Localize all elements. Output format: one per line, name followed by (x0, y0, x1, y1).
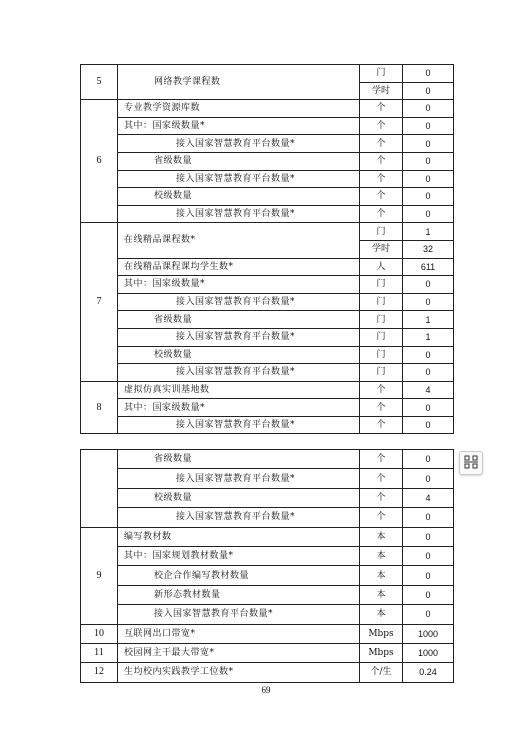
table-row (81, 469, 454, 488)
value-cell: 1 (403, 328, 454, 346)
indicator-name: 校级数量 (118, 488, 360, 507)
value-cell: 0 (403, 135, 454, 153)
unit-cell: 个/生 (360, 663, 403, 682)
value-cell: 0 (403, 100, 454, 118)
value-cell: 0 (403, 152, 454, 170)
indicator-name: 接入国家智慧教育平台数量* (118, 416, 360, 434)
value-cell: 0 (403, 450, 454, 469)
value-cell: 0 (403, 508, 454, 527)
indicator-name: 接入国家智慧教育平台数量* (118, 469, 360, 488)
unit-cell: 本 (360, 546, 403, 565)
value-cell: 0 (403, 585, 454, 604)
value-cell: 0 (403, 117, 454, 135)
table-row (81, 170, 454, 188)
row-number: 11 (81, 643, 118, 662)
unit-cell: 个 (360, 152, 403, 170)
table-row (81, 399, 454, 417)
table-row (81, 311, 454, 329)
unit-cell: 门 (360, 311, 403, 329)
table-row (81, 188, 454, 206)
unit-cell: 本 (360, 527, 403, 546)
indicator-name: 接入国家智慧教育平台数量* (118, 605, 360, 624)
unit-cell: 门 (360, 276, 403, 294)
value-cell: 0 (403, 546, 454, 565)
value-cell: 0 (403, 276, 454, 294)
data-table-bottom (80, 449, 453, 683)
unit-cell: 个 (360, 469, 403, 488)
value-cell: 0 (403, 346, 454, 364)
value-cell: 0 (403, 399, 454, 417)
value-cell: 1000 (403, 643, 454, 662)
indicator-name: 省级数量 (118, 152, 360, 170)
indicator-name: 生均校内实践教学工位数* (118, 663, 360, 682)
table-row (81, 276, 454, 294)
value-cell: 0 (403, 566, 454, 585)
qr-scan-button[interactable] (459, 451, 483, 475)
value-cell: 0 (403, 170, 454, 188)
value-cell: 0 (403, 527, 454, 546)
unit-cell: 个 (360, 188, 403, 206)
value-cell: 4 (403, 488, 454, 507)
unit-cell: 个 (360, 416, 403, 434)
indicator-name: 省级数量 (118, 311, 360, 329)
unit-cell: 本 (360, 605, 403, 624)
indicator-name: 其中：国家级数量* (118, 276, 360, 294)
unit-cell: 个 (360, 381, 403, 399)
row-number: 12 (81, 663, 118, 682)
unit-cell: 门 (360, 223, 403, 241)
table-row (81, 605, 454, 624)
table-row (81, 585, 454, 604)
indicator-name: 编写教材数 (118, 527, 360, 546)
value-cell: 4 (403, 381, 454, 399)
row-number: 5 (81, 65, 118, 100)
indicator-name: 省级数量 (118, 450, 360, 469)
unit-cell: 门 (360, 293, 403, 311)
indicator-name: 校级数量 (118, 188, 360, 206)
value-cell: 32 (403, 240, 454, 258)
unit-cell: 个 (360, 450, 403, 469)
table-row (81, 205, 454, 223)
value-cell: 0 (403, 605, 454, 624)
indicator-name: 网络教学课程数 (118, 65, 360, 100)
row-number: 8 (81, 381, 118, 434)
table-row (81, 223, 454, 241)
value-cell: 611 (403, 258, 454, 276)
table-row (81, 643, 454, 662)
unit-cell: 个 (360, 205, 403, 223)
indicator-name: 在线精品课程数* (118, 223, 360, 258)
unit-cell: 个 (360, 399, 403, 417)
table-row (81, 381, 454, 399)
indicator-name: 接入国家智慧教育平台数量* (118, 364, 360, 382)
table-row (81, 508, 454, 527)
qr-scan-icon (464, 454, 478, 473)
unit-cell: 个 (360, 508, 403, 527)
unit-cell: Mbps (360, 643, 403, 662)
table-row (81, 328, 454, 346)
table-row (81, 624, 454, 643)
indicator-name: 接入国家智慧教育平台数量* (118, 205, 360, 223)
row-number: 10 (81, 624, 118, 643)
indicator-name: 校级数量 (118, 346, 360, 364)
table-row (81, 488, 454, 507)
row-number (81, 450, 118, 528)
value-cell: 0.24 (403, 663, 454, 682)
table-row (81, 566, 454, 585)
table-row (81, 346, 454, 364)
indicator-name: 新形态教材数量 (118, 585, 360, 604)
indicator-name: 接入国家智慧教育平台数量* (118, 135, 360, 153)
indicator-name: 其中：国家规划教材数量* (118, 546, 360, 565)
indicator-name: 接入国家智慧教育平台数量* (118, 328, 360, 346)
value-cell: 0 (403, 82, 454, 100)
row-number: 7 (81, 223, 118, 381)
row-number: 9 (81, 527, 118, 624)
row-number: 6 (81, 100, 118, 223)
value-cell: 0 (403, 293, 454, 311)
indicator-name: 校园网主干最大带宽* (118, 643, 360, 662)
value-cell: 0 (403, 469, 454, 488)
value-cell: 0 (403, 65, 454, 83)
table-row (81, 416, 454, 434)
data-table-top (80, 64, 453, 434)
table-row (81, 546, 454, 565)
table-row (81, 117, 454, 135)
table-row (81, 527, 454, 546)
unit-cell: 个 (360, 488, 403, 507)
unit-cell: 人 (360, 258, 403, 276)
value-cell: 0 (403, 364, 454, 382)
unit-cell: 学时 (360, 240, 403, 258)
table-row (81, 364, 454, 382)
table-row (81, 152, 454, 170)
table-row (81, 663, 454, 682)
unit-cell: 个 (360, 100, 403, 118)
value-cell: 1000 (403, 624, 454, 643)
unit-cell: Mbps (360, 624, 403, 643)
table-row (81, 258, 454, 276)
unit-cell: 个 (360, 170, 403, 188)
value-cell: 0 (403, 205, 454, 223)
table-row (81, 450, 454, 469)
value-cell: 0 (403, 188, 454, 206)
indicator-name: 专业教学资源库数 (118, 100, 360, 118)
unit-cell: 个 (360, 135, 403, 153)
indicator-name: 校企合作编写教材数量 (118, 566, 360, 585)
table-row (81, 100, 454, 118)
unit-cell: 学时 (360, 82, 403, 100)
value-cell: 1 (403, 223, 454, 241)
table-row (81, 135, 454, 153)
unit-cell: 门 (360, 364, 403, 382)
page-number: 69 (261, 685, 271, 695)
indicator-name: 其中：国家级数量* (118, 117, 360, 135)
table-row (81, 293, 454, 311)
unit-cell: 门 (360, 65, 403, 83)
indicator-name: 互联网出口带宽* (118, 624, 360, 643)
unit-cell: 本 (360, 585, 403, 604)
unit-cell: 门 (360, 328, 403, 346)
value-cell: 0 (403, 416, 454, 434)
indicator-name: 虚拟仿真实训基地数 (118, 381, 360, 399)
indicator-name: 接入国家智慧教育平台数量* (118, 508, 360, 527)
unit-cell: 本 (360, 566, 403, 585)
indicator-name: 其中：国家级数量* (118, 399, 360, 417)
unit-cell: 门 (360, 346, 403, 364)
value-cell: 1 (403, 311, 454, 329)
unit-cell: 个 (360, 117, 403, 135)
indicator-name: 接入国家智慧教育平台数量* (118, 170, 360, 188)
indicator-name: 在线精品课程课均学生数* (118, 258, 360, 276)
table-row (81, 65, 454, 83)
indicator-name: 接入国家智慧教育平台数量* (118, 293, 360, 311)
